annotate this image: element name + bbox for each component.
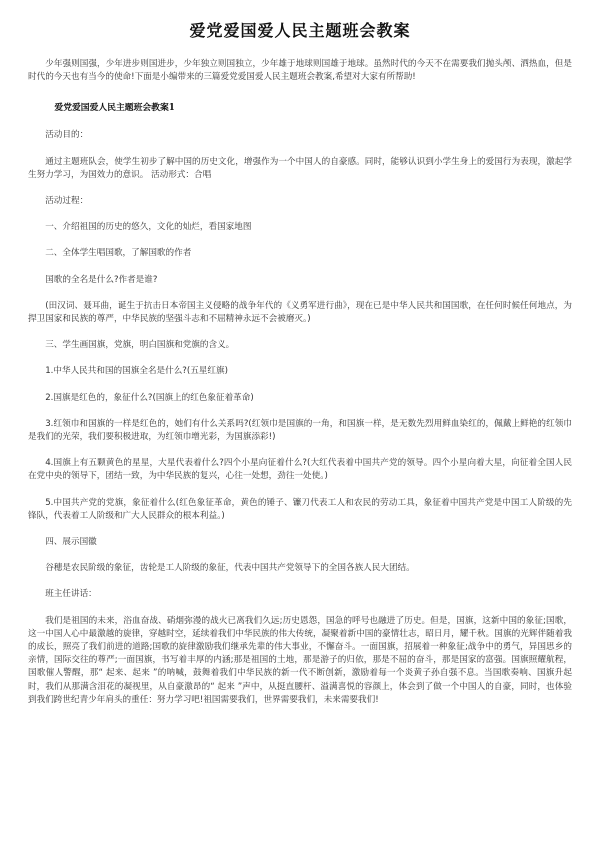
paragraph: 活动过程： [45,196,89,207]
paragraph: (田汉词、聂耳曲，诞生于抗击日本帝国主义侵略的战争年代的《义勇军进行曲》，现在已是中华人民共和国国歌，在任何时候任何地点，为捍卫国家和民族的尊严，中华民族的坚强斗志和不屈精神永远不会被磨灭。) [28,300,572,325]
paragraph: 国歌的全名是什么?作者是谁? [45,274,158,285]
paragraph: 一、介绍祖国的历史的悠久，文化的灿烂，看国家地图 [45,222,252,233]
paragraph: 谷穗是农民阶级的象征，齿轮是工人阶级的象征，代表中国共产党领导下的全国各族人民大团结。 [45,563,415,574]
paragraph: 三、学生画国旗，党旗，明白国旗和党旗的含义。 [45,340,235,351]
paragraph: 通过主题班队会，使学生初步了解中国的历史文化，增强作为一个中国人的自豪感。同时，能够认识到小学生身上的爱国行为表现，激起学生努力学习，为国效力的意识。 活动形式：合唱 [28,156,572,180]
intro-paragraph: 少年强则国强，少年进步则国进步，少年独立则国独立，少年雄于地球则国雄于地球。虽然时代的今天不在需要我们抛头颅、洒热血，但是时代的今天也有当今的使命!下面是小编带来的三篇爱党爱国爱人民主题班会教案,希望对大家有所帮助! [28,59,572,83]
paragraph: 二、全体学生唱国歌，了解国歌的作者 [45,248,192,259]
paragraph: 四、展示国徽 [45,537,97,548]
paragraph: 活动目的： [45,130,89,141]
paragraph: 4.国旗上有五颗黄色的星星，大星代表着什么?四个小星向征着什么?(大红代表着中国共产党的领导。四个小星向着大星，向征着全国人民在党中央的领导下，团结一致，为中华民族的复兴，心往一处想，劲往一处使。) [28,458,572,482]
paragraph: 2.国旗是红色的，象征什么?(国旗上的红色象征着革命) [45,392,254,403]
page-title: 爱党爱国爱人民主题班会教案 [189,21,411,40]
section-heading: 爱党爱国爱人民主题班会教案1 [54,103,175,114]
paragraph: 5.中国共产党的党旗，象征着什么(红色象征革命，黄色的锤子、镰刀代表工人和农民的劳动工具，象征着中国共产党是中国工人阶级的先锋队，代表着工人阶级和广大人民群众的根本利益。) [28,497,572,521]
paragraph: 3.红领巾和国旗的一样是红色的，她们有什么关系吗?(红领巾是国旗的一角，和国旗一样，是无数先烈用鲜血染红的，佩戴上鲜艳的红领巾是我们的光荣，我们要积极进取，为红领巾增光彩，为国旗添彩!) [28,418,572,443]
paragraph: 班主任讲话： [45,589,97,600]
paragraph: 1.中华人民共和国的国旗全名是什么?(五星红旗) [45,366,228,377]
paragraph: 我们是祖国的未来，浴血奋战、硝烟弥漫的战火已离我们久远;历史恩怨，国急的呼号也融进了历史。但是，国旗，这新中国的象征;国歌，这一中国人心中最激越的旋律，穿越时空，延续着我们中华民族的伟大传统，凝聚着新中国的豪情壮志，昭日月，耀千秋。国旗的光辉伴随着我的成长，照亮了我们前进的道路;国歌的旋律激励我们继承先辈的伟大事业，不懈奋斗。一面国旗，招展着一种象征;战争中的勇气，异国思乡的亲情，国际交往的尊严;一面国旗，书写着丰厚的内涵;那是祖国的土地，那是游子的归依，那是不屈的奋斗，那是国家的富强。国旗照耀航程，国歌催人警醒，那“ 起来、起来 ”的呐喊，鼓舞着我们中华民族的新一代不断创新，激励着每一个炎黄子孙自强不息。当国歌奏响、国旗升起时，我们从那满含泪花的凝视里，从自豪激昂的“ 起来 ”声中，从挺直腰杆、溢满喜悦的容颜上，体会到了做一个中国人的自豪，同时，也体验到我们跨世纪青少年肩头的重任：努力学习吧!祖国需要我们，世界需要我们，未来需要我们! [28,615,572,705]
